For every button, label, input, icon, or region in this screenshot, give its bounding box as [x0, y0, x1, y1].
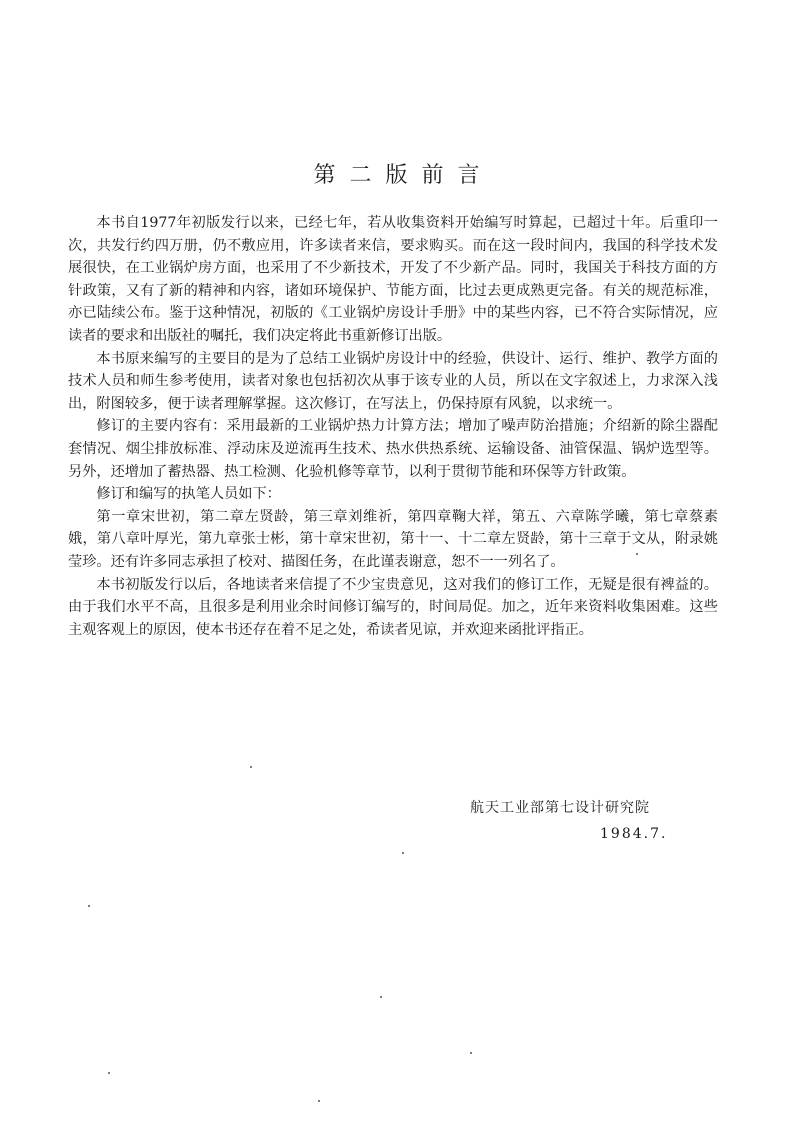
scan-speck: [380, 996, 382, 998]
signature-date: 1984.7.: [600, 826, 668, 842]
paragraph-authors-intro: 修订和编写的执笔人员如下：: [96, 486, 281, 503]
page-title: 第二版前言: [313, 163, 494, 188]
signature-block: [470, 795, 700, 847]
scan-speck: [108, 1072, 110, 1074]
paragraph-history: 本书自1977年初版发行以来，已经七年，若从收集资料开始编写时算起，已超过十年。后重印一次，共发行约四万册，仍不敷应用，许多读者来信，要求购买。而在这一段时间内，我国的科学技术发展很快，在工业锅炉房方面，也采用了不少新技术，开发了不少新产品。同时，我国关于科技方面的方针政策，又有了新的精神和内容，诸如环境保护、节能方面，比过去更成熟更完备。有关的规范标准，亦已陆续公布。鉴于这种情况，初版的《工业锅炉房设计手册》中的某些内容，已不符合实际情况，应读者的要求和出版社的嘱托，我们决定将此书重新修订出版。: [68, 215, 718, 344]
scan-speck: [636, 553, 638, 555]
scan-speck: [88, 905, 90, 907]
scan-speck: [318, 1100, 320, 1102]
scan-speck: [470, 1052, 472, 1054]
scan-speck: [250, 766, 252, 768]
paragraph-authors-list: 第一章宋世初，第二章左贤龄，第三章刘维祈，第四章鞠大祥，第五、六章陈学曦，第七章蔡素娥，第八章叶厚光，第九章张士彬，第十章宋世初，第十一、十二章左贤龄，第十三章于文从，附录姚莹珍。还有许多同志承担了校对、描图任务，在此谨表谢意，恕不一一列名了。: [68, 508, 718, 570]
signature-organization: 航天工业部第七设计研究院: [470, 800, 650, 816]
paragraph-revisions: 修订的主要内容有：采用最新的工业锅炉热力计算方法；增加了噪声防治措施；介绍新的除尘器配套情况、烟尘排放标准、浮动床及逆流再生技术、热水供热系统、运输设备、油管保温、锅炉选型等。另外，还增加了蓄热器、热工检测、化验机修等章节，以利于贯彻节能和环保等方针政策。: [68, 418, 718, 480]
paragraph-purpose: 本书原来编写的主要目的是为了总结工业锅炉房设计中的经验，供设计、运行、维护、教学方面的技术人员和师生参考使用，读者对象也包括初次从事于该专业的人员，所以在文字叙述上，力求深入浅出，附图较多，便于读者理解掌握。这次修订，在写法上，仍保持原有风貌，以求统一。: [68, 350, 718, 412]
paragraph-closing: 本书初版发行以后，各地读者来信提了不少宝贵意见，这对我们的修订工作，无疑是很有裨益的。由于我们水平不高，且很多是利用业余时间修订编写的，时间局促。加之，近年来资料收集困难。这些主观客观上的原因，使本书还存在着不足之处，希读者见谅，并欢迎来函批评指正。: [68, 576, 718, 638]
scan-speck: [402, 852, 404, 854]
preface-body: [68, 212, 718, 641]
